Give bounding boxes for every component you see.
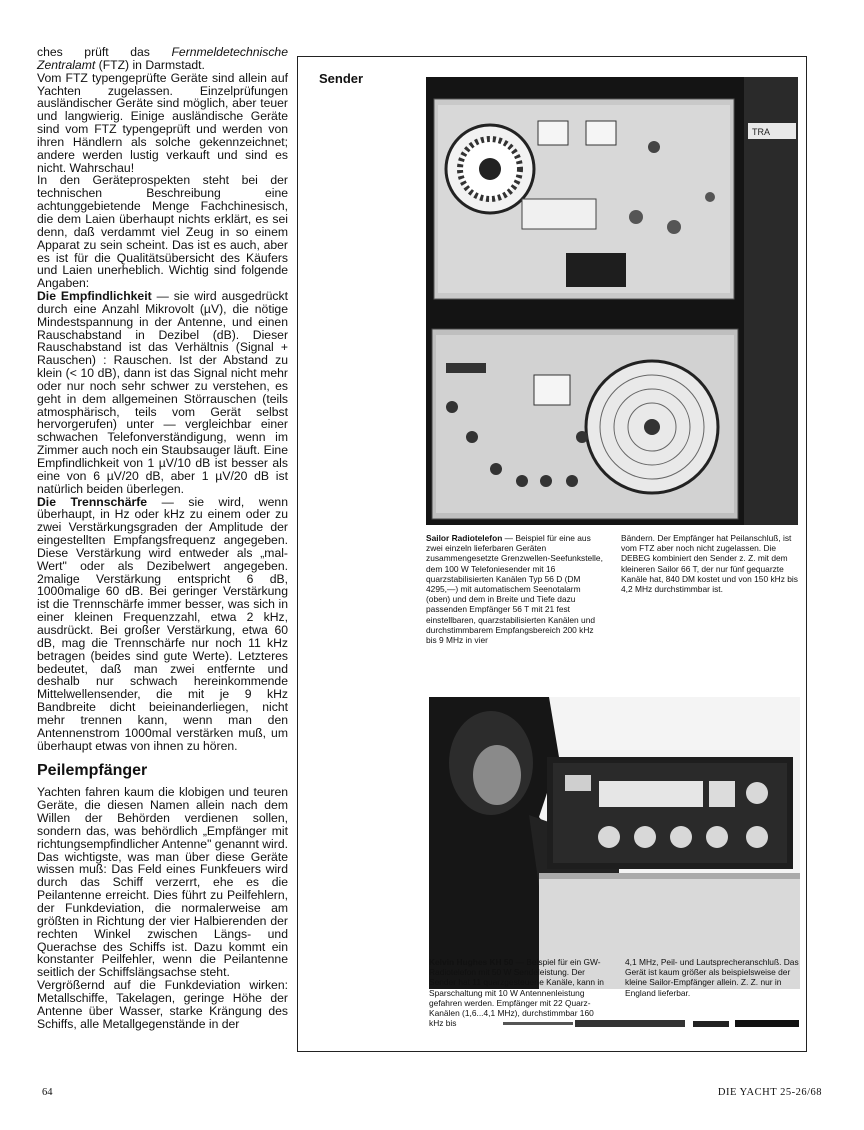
sailor-radio-photo: [426, 77, 798, 525]
p1-institution: Fernmeldetechnische Zentralamt: [37, 45, 288, 72]
kelvin-caption-left: [429, 957, 607, 1028]
p1-start: ches prüft das: [37, 45, 172, 59]
journal-reference: DIE YACHT 25-26/68: [717, 1087, 822, 1098]
sensitivity-text: — sie wird ausgedrückt durch eine Anzahl Mikrovolt (µV), die nötige Mindestspannung in der Antenne, und einen Rauschabstand in Dezibel (dB). Dieser Rauschabstand ist das Verhältnis (Signal + Rauschen) : Rauschen. Ist der Abstand zu klein (< 10 dB), dann ist das Signal nicht mehr oder nur noch sehr schwer zu verstehen, es geht in dem allgemeinen Störrauschen (teils atmosphärisch, teils vom Gerät selbst hervorgerufen) unter — vergleichbar einer schwachen Telefonverständigung, wenn im Zimmer auch noch ein Staubsauger läuft. Eine Empfindlichkeit von 1 µV/10 dB ist besser als eine von 6 µV/20 dB, aber 1 µV/20 dB ist natürlich beiden überlegen.: [37, 289, 288, 496]
section-heading: Peilempfänger: [37, 762, 148, 780]
p1-end: (FTZ) in Darmstadt.: [95, 57, 205, 72]
paragraph-2: Vom FTZ typengeprüfte Geräte sind allein auf Yachten zugelassen. Einzelprüfungen ausländischer Geräte sind möglich, aber teuer und langwierig. Einige ausländische Geräte sind vom FTZ typengeprüft und werden von ihren Händlern als solche gekennzeichnet; andere werden lustig verkauft und sind es nicht. Wahrschau!: [37, 70, 288, 175]
selectivity-term: Die Trennschärfe: [37, 494, 148, 509]
kelvin-hughes-illustration: [429, 697, 800, 989]
sensitivity-term: Die Empfindlichkeit: [37, 289, 152, 304]
sailor-radio-illustration: [426, 77, 798, 525]
paragraph-sensitivity: [37, 290, 288, 496]
paragraph-selectivity: [37, 496, 288, 753]
tra-sign-text: TRA: [752, 127, 770, 137]
paragraph-7: Vergrößernd auf die Funkdeviation wirken: Metallschiffe, Takelagen, geringe Höhe der Antenne über Wasser, starke Krängung des Schiffs, alle Metallgegenstände in der: [37, 978, 288, 1031]
sailor-caption-title: Sailor Radiotelefon: [426, 533, 503, 543]
kelvin-caption-title: Kelvin Hughes KH 50: [429, 957, 514, 967]
page-number: 64: [42, 1087, 53, 1098]
sailor-caption-body: — Beispiel für eine aus zwei einzeln lieferbaren Geräten zusammengesetzte Grenzwellen-Seefunkstelle, dem 100 W Telefoniesender mit 16 quarzstabilisierten Kanälen Typ 56 D (DM 4295,—) mit automatischem Seenotalarm (oben) und dem in Breite und Tiefe dazu passenden Empfänger 56 T mit 21 fest einstellbaren, quarzstabilisierten Kanälen und durchstimmbarem Empfangsbereich 200 kHz bis 9 MHz in vier: [426, 533, 603, 646]
paragraph-6: Yachten fahren kaum die klobigen und teuren Geräte, die diesen Namen allein nach dem Willen der Behörden verdienen sollen, sondern das, was behördlich „Empfänger mit richtungsempfindlicher Antenne" genannt wird. Das wichtigste, was man über diese Geräte wissen muß: Das Feld eines Funkfeuers wird durch das Schiff verzerrt, ehe es die Peilantenne erreicht. Dies führt zu Peilfehlern, der Funkdeviation, die normalerweise am größten in Richtung der vier Halbierenden der rechten Winkel zwischen Längs- und Querachse des Schiffs ist. Dazu kommt ein konstanter Peilfehler, wenn die Peilantenne seitlich der Schiffslängsachse steht.: [37, 785, 288, 980]
sender-feature-box: [297, 56, 807, 1052]
kelvin-caption-right: 4,1 MHz, Peil- und Lautsprecheranschluß. Das Gerät ist kaum größer als beispielsweise der kleine Sailor-Empfänger allein. Z. Z. nur in England lieferbar.: [625, 957, 799, 998]
print-noise-strip: [503, 1019, 799, 1028]
left-text-column: [37, 46, 288, 1030]
paragraph-3: In den Geräteprospekten steht bei der technischen Beschreibung eine achtunggebietende Menge Fachchinesisch, die dem Laien überhaupt nichts erklärt, es sei denn, daß verdammt viel Zeug in so einem Apparat zu sein scheint. Das ist es auch, aber es ist für die Qualitätsübersicht des Käufers und Laien unerheblich. Wichtig sind folgende Angaben:: [37, 173, 288, 291]
sailor-caption-right: Bändern. Der Empfänger hat Peilanschluß, ist vom FTZ aber noch nicht zugelassen. Die DEBEG kombiniert den Sender z. Z. mit dem kleineren Sailor 66 T, der nur fünf gequarzte Kanäle hat, 840 DM kostet und von 150 kHz bis 4,2 MHz durchstimmbar ist.: [621, 533, 798, 595]
box-label: Sender: [319, 71, 364, 86]
kelvin-hughes-photo: [429, 697, 800, 989]
paragraph-1: [37, 46, 288, 72]
sailor-caption-left: [426, 533, 603, 645]
kelvin-caption-body: — Beispiel für ein GW-Radiotelefon mit 50 W Sendeleistung. Der Sender hat 11 quarzgesteuerte Kanäle, kann in Sparschaltung mit 10 W Antennenleistung gefahren werden. Empfänger mit 22 Quarz-Kanälen (1,6...4,1 MHz), durchstimmbar 160 kHz bis: [429, 957, 604, 1029]
selectivity-text: — sie wird, wenn überhaupt, in Hz oder kHz zu einem oder zu zwei Verstärkungsgraden der Amplitude der eingestellten Empfangsfrequenz angegeben. Diese Verstärkung wird entweder als „mal-Wert" oder als Dezibelwert angegeben. 2malige Verstärkung entspricht 6 dB, 1000malige 60 dB. Bei geringer Verstärkung ist die Trennschärfe immer besser, was sich in einer kleinen Frequenzzahl, etwa 2 kHz, ausdrückt. Bei großer Verstärkung, etwa 60 dB, mag die Trennschärfe nur noch 11 kHz betragen (beides sind gute Werte). Letzteres bedeutet, daß man zwei entfernte und deshalb nur schwach hereinkommende Mittelwellensender, die mit je 9 kHz Bandbreite dicht beieinanderliegen, nicht mehr trennen kann, wenn man den Antennenstrom 1000mal verstärken muß, um überhaupt etwas von ihnen zu hören.: [37, 494, 288, 753]
